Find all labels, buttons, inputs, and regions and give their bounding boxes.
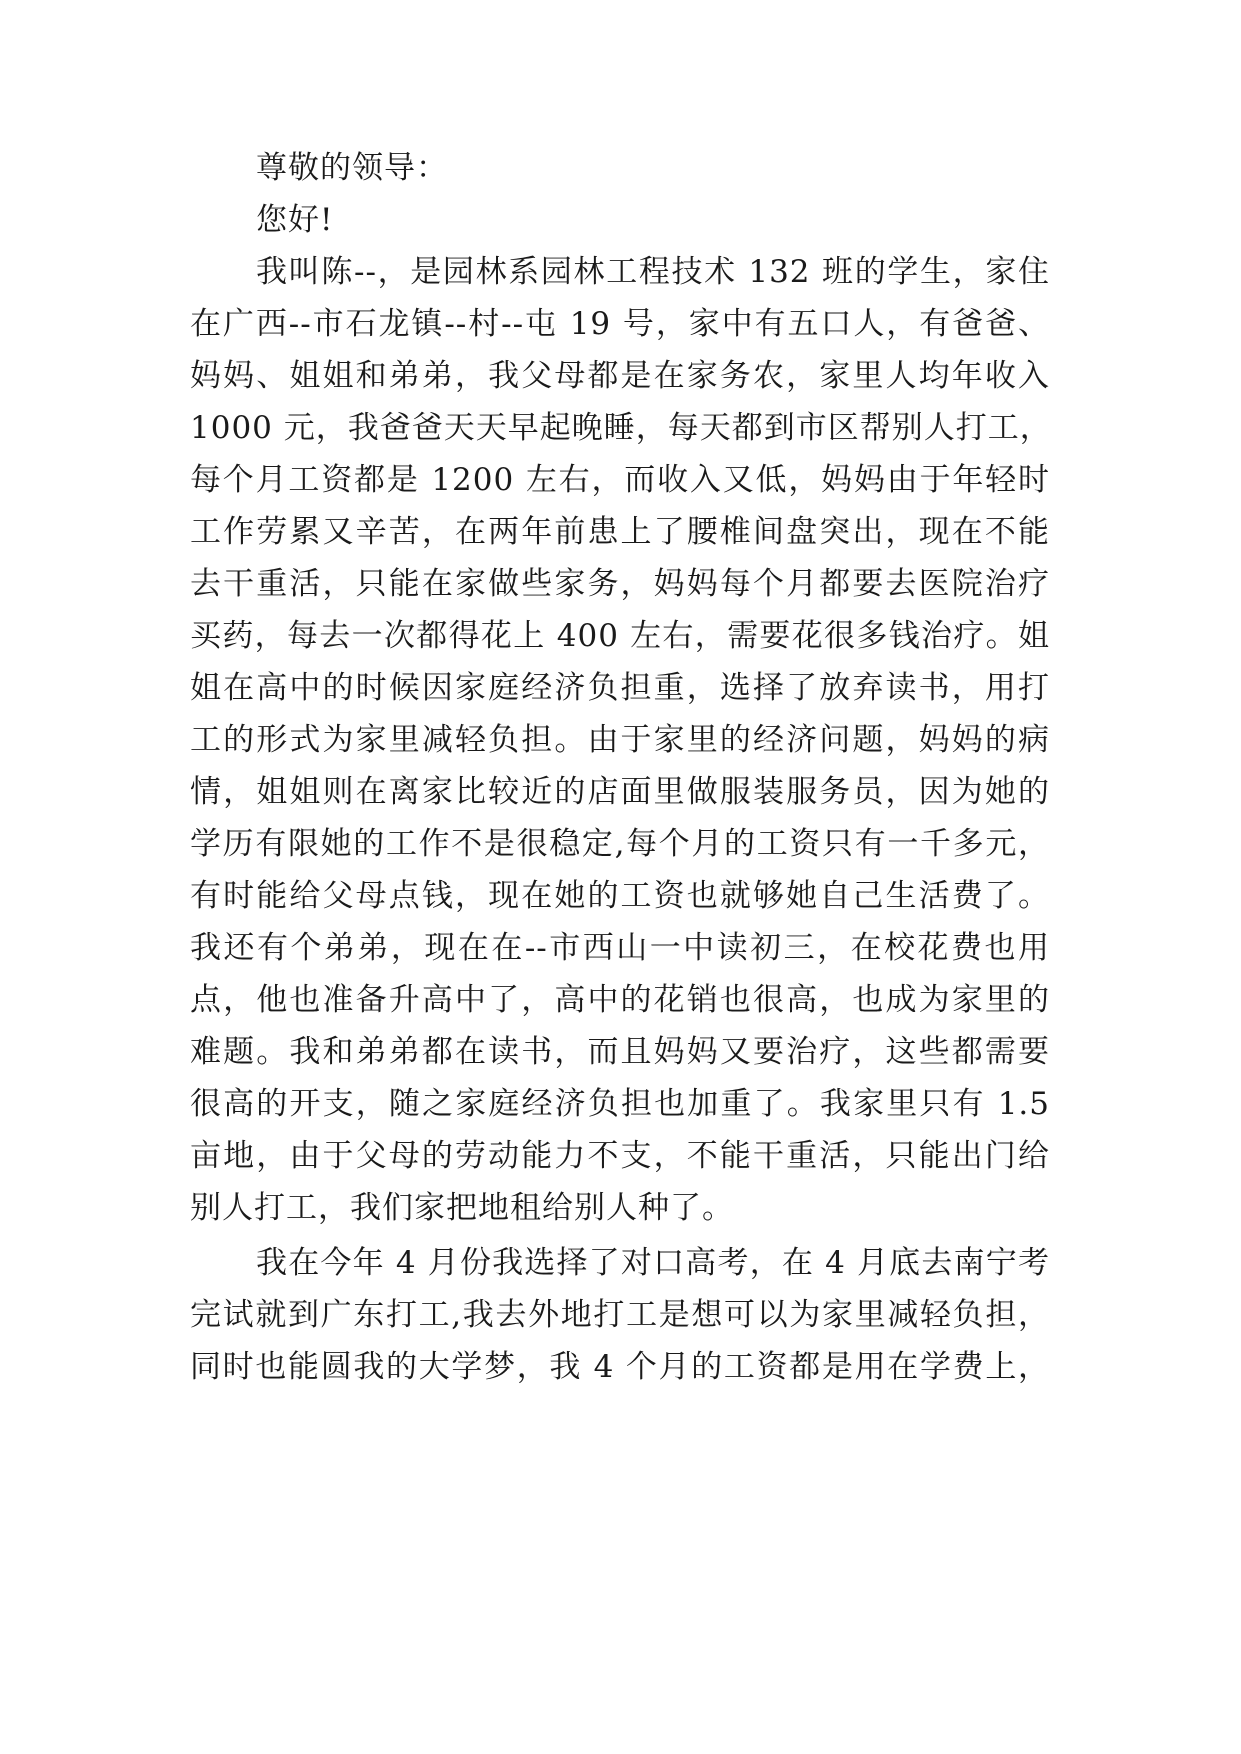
paragraph-line: 有时能给父母点钱，现在她的工资也就够她自己生活费了。 [190,878,1050,914]
paragraph-line: 很高的开支，随之家庭经济负担也加重了。我家里只有 1.5 [190,1086,1050,1122]
paragraph-line: 姐在高中的时候因家庭经济负担重，选择了放弃读书，用打 [190,670,1050,706]
greeting: 您好! [256,202,334,238]
paragraph-line: 每个月工资都是 1200 左右，而收入又低，妈妈由于年轻时 [190,462,1050,498]
salutation: 尊敬的领导： [256,150,448,186]
paragraph-line: 难题。我和弟弟都在读书，而且妈妈又要治疗，这些都需要 [190,1034,1050,1070]
paragraph-line: 工的形式为家里减轻负担。由于家里的经济问题，妈妈的病 [190,722,1050,758]
paragraph-line: 完试就到广东打工,我去外地打工是想可以为家里减轻负担， [190,1297,1050,1333]
paragraph-line: 妈妈、姐姐和弟弟，我父母都是在家务农，家里人均年收入 [190,358,1050,394]
paragraph-line: 学历有限她的工作不是很稳定,每个月的工资只有一千多元， [190,826,1050,862]
paragraph-line: 点，他也准备升高中了，高中的花销也很高，也成为家里的 [190,982,1050,1018]
paragraph-line: 1000 元，我爸爸天天早起晚睡，每天都到市区帮别人打工， [190,410,1052,446]
paragraph-line: 我叫陈--，是园林系园林工程技术 132 班的学生，家住 [256,254,1050,290]
paragraph-line: 我在今年 4 月份我选择了对口高考，在 4 月底去南宁考 [256,1245,1050,1281]
paragraph-line: 在广西--市石龙镇--村--屯 19 号，家中有五口人，有爸爸、 [190,306,1050,342]
paragraph-line: 别人打工，我们家把地租给别人种了。 [190,1190,734,1226]
paragraph-line: 同时也能圆我的大学梦，我 4 个月的工资都是用在学费上， [190,1349,1050,1385]
paragraph-line: 情，姐姐则在离家比较近的店面里做服装服务员，因为她的 [190,774,1050,810]
paragraph-line: 去干重活，只能在家做些家务，妈妈每个月都要去医院治疗 [190,566,1050,602]
paragraph-line: 买药，每去一次都得花上 400 左右，需要花很多钱治疗。姐 [190,618,1050,654]
paragraph-line: 工作劳累又辛苦，在两年前患上了腰椎间盘突出，现在不能 [190,514,1050,550]
paragraph-line: 亩地，由于父母的劳动能力不支，不能干重活，只能出门给 [190,1138,1050,1174]
paragraph-line: 我还有个弟弟，现在在--市西山一中读初三，在校花费也用 [190,930,1050,966]
